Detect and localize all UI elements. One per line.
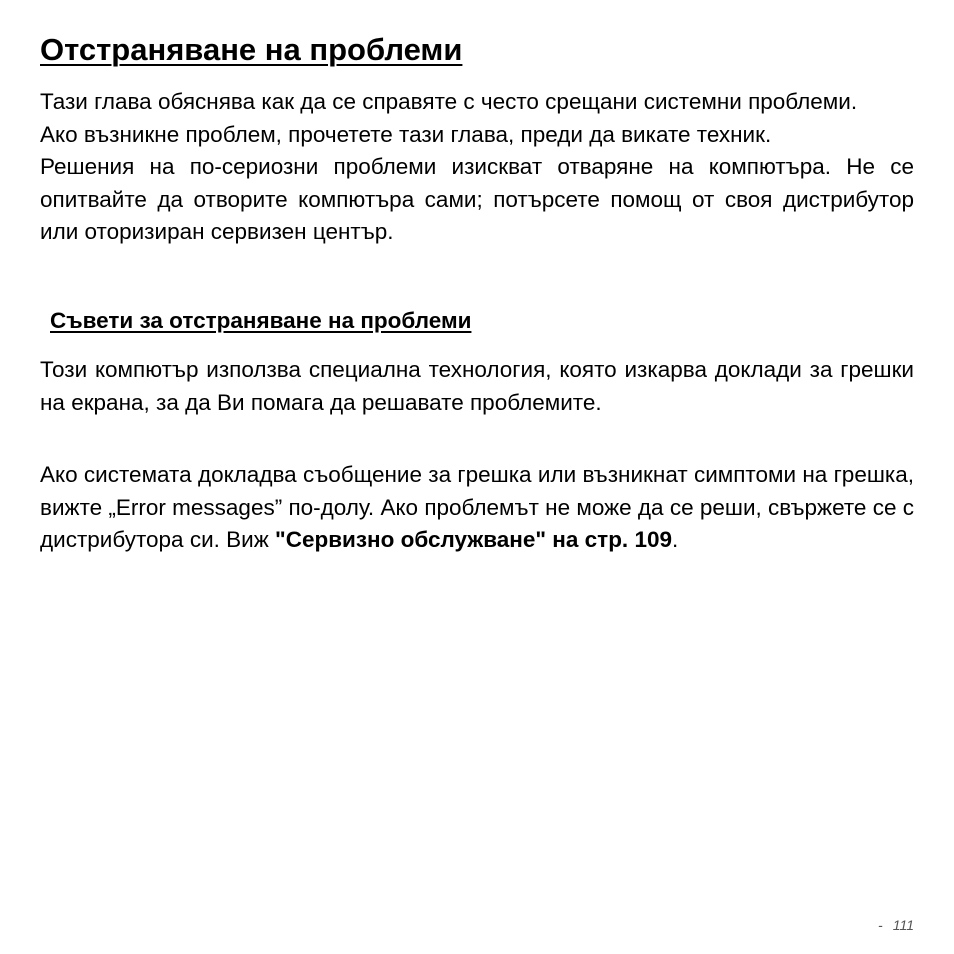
page-number: 111 (892, 917, 914, 933)
section-title: Съвети за отстраняване на проблеми (50, 308, 472, 333)
page-footer (878, 917, 914, 933)
footer-dash: - (878, 917, 883, 933)
section-paragraph-2 (40, 459, 914, 557)
section-paragraph-2-end: . (671, 527, 679, 552)
section-paragraph-1: Този компютър използва специална технология, която изкарва доклади за грешки на екрана, за да Ви помага да решавате проблемите. (40, 357, 914, 415)
intro-line-1: Тази глава обяснява как да се справяте с често срещани системни проблеми. (40, 89, 858, 114)
intro-paragraph (40, 86, 914, 249)
section-paragraph-2-text: Ако системата докладва съобщение за грешка или възникнат симптоми на грешка, вижте „Error messages” по-долу. Ако проблемът не може да се реши, свържете се с дистрибутора си. Виж (40, 462, 914, 552)
intro-line-3: Решения на по-сериозни проблеми изискват отваряне на компютъра. Не се опитвайте да отворите компютъра сами; потърсете помощ от своя дистрибутор или оторизиран сервизен център. (40, 154, 914, 244)
service-cross-reference-link[interactable]: "Сервизно обслужване" на стр. 109 (275, 527, 672, 552)
intro-line-2: Ако възникне проблем, прочетете тази глава, преди да викате техник. (40, 121, 772, 147)
page-title: Отстраняване на проблеми (40, 32, 463, 67)
